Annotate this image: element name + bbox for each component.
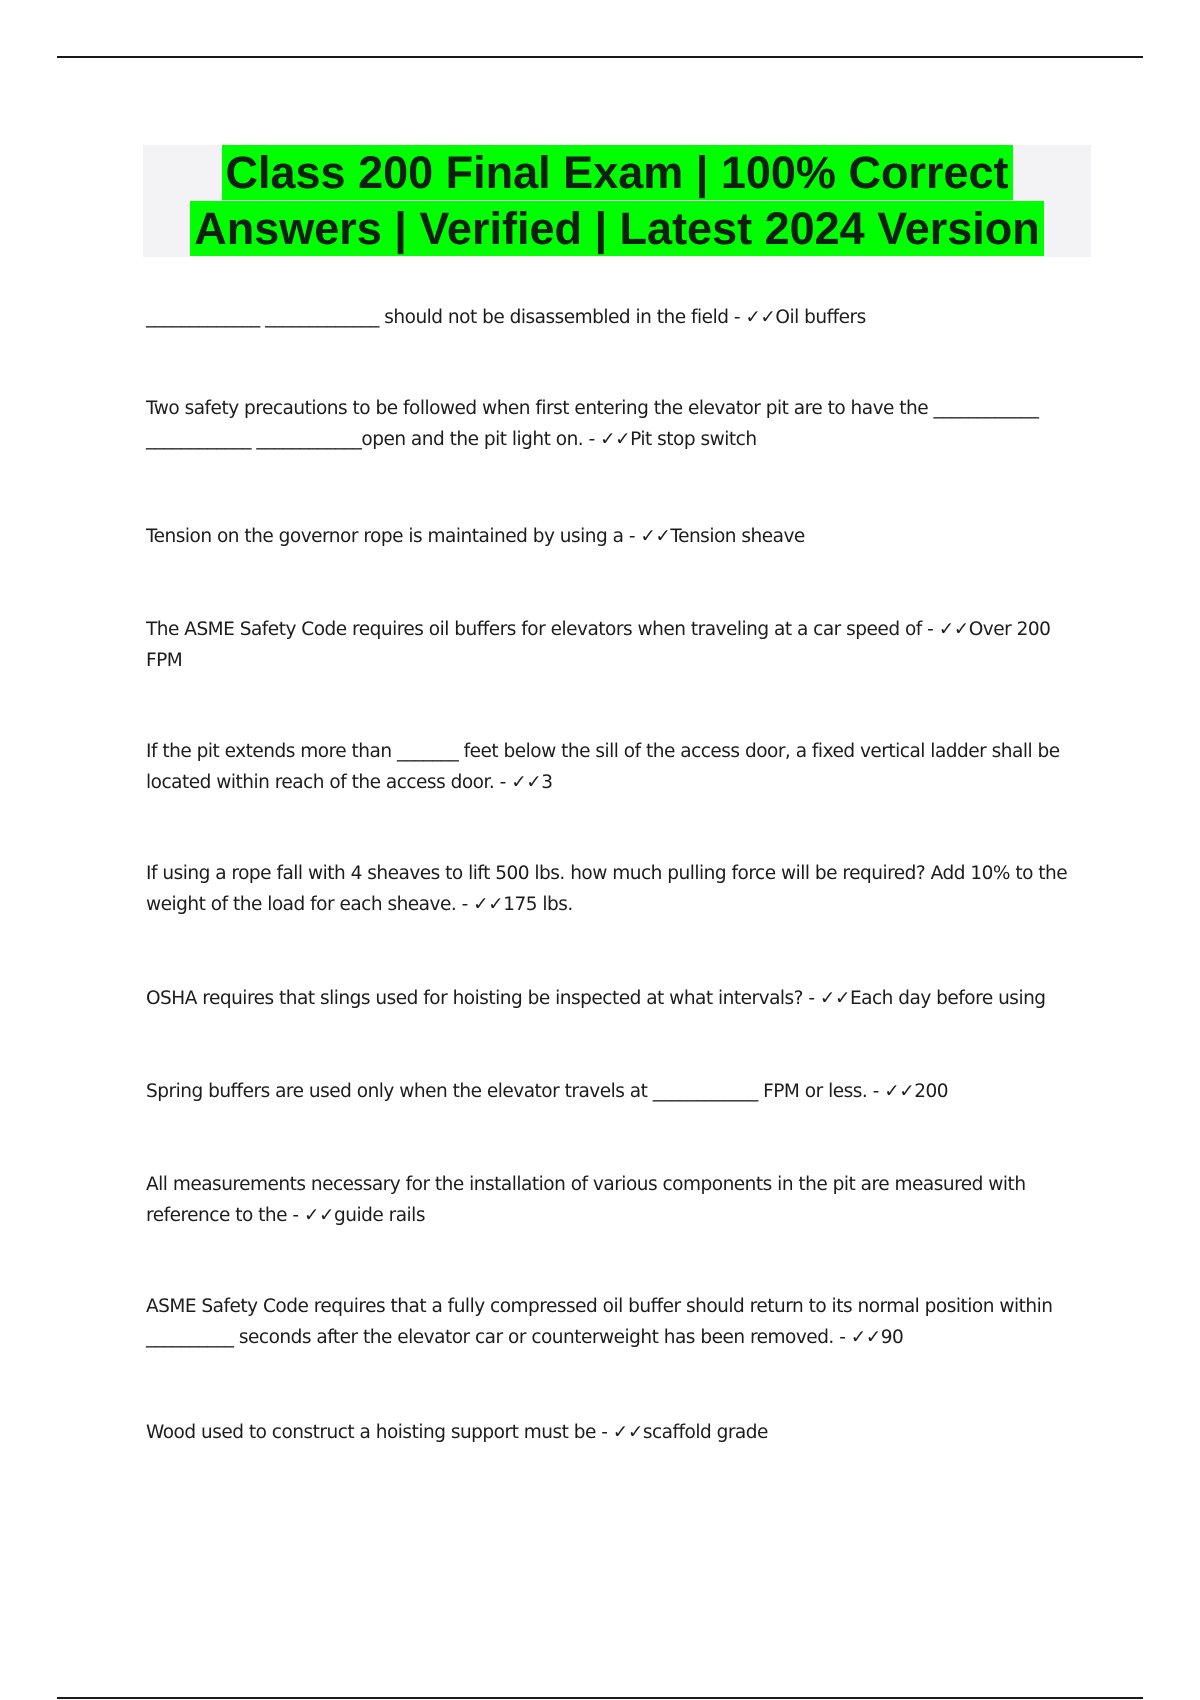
qa-item-11	[146, 1417, 1086, 1448]
question-text: If using a rope fall with 4 sheaves to lift 500 lbs. how much pulling force will be required? Add 10% to the weight of the load for each sheave.	[146, 863, 1068, 915]
answer-text: guide rails	[333, 1205, 425, 1226]
answer-separator: - ✓✓	[583, 429, 631, 450]
answer-separator: - ✓✓	[494, 772, 542, 793]
question-text: Wood used to construct a hoisting support must be	[146, 1422, 596, 1443]
qa-item-1	[146, 302, 1086, 333]
question-text: If the pit extends more than _______ feet below the sill of the access door, a fixed vertical ladder shall be located within reach of the access door.	[146, 741, 1060, 793]
qa-item-3	[146, 521, 1086, 552]
answer-text: Oil buffers	[775, 307, 866, 328]
question-text: ASME Safety Code requires that a fully compressed oil buffer should return to its normal position within __________ seconds after the elevator car or counterweight has been removed.	[146, 1296, 1053, 1348]
answer-separator: - ✓✓	[728, 307, 776, 328]
answer-separator: - ✓✓	[803, 988, 850, 1009]
answer-text: Over 200 FPM	[146, 619, 1051, 671]
answer-separator: - ✓✓	[833, 1327, 881, 1348]
qa-item-9	[146, 1169, 1086, 1231]
question-text: All measurements necessary for the installation of various components in the pit are measured with reference to the	[146, 1174, 1026, 1226]
question-text: Spring buffers are used only when the elevator travels at ____________ FPM or less.	[146, 1081, 868, 1102]
answer-text: Pit stop switch	[630, 429, 757, 450]
answer-separator: - ✓✓	[921, 619, 969, 640]
qa-item-6	[146, 858, 1086, 920]
qa-item-4	[146, 614, 1086, 676]
answer-text: Tension sheave	[670, 526, 805, 547]
qa-item-5	[146, 736, 1086, 798]
question-text: Tension on the governor rope is maintained by using a	[146, 526, 624, 547]
question-text: _____________ _____________ should not be disassembled in the field	[146, 307, 729, 328]
answer-text: 200	[914, 1081, 949, 1102]
answer-text: 90	[880, 1327, 904, 1348]
qa-item-7	[146, 983, 1086, 1014]
answer-text: 175 lbs.	[503, 894, 573, 915]
answer-text: Each day before using	[849, 988, 1046, 1009]
answer-text: 3	[541, 772, 553, 793]
bottom-rule	[57, 1697, 1143, 1699]
answer-separator: - ✓✓	[456, 894, 504, 915]
top-rule	[57, 56, 1143, 58]
answer-separator: - ✓✓	[867, 1081, 915, 1102]
question-text: Two safety precautions to be followed when first entering the elevator pit are to have the ____________ ____________ ____________open and the pit light on.	[146, 398, 1039, 450]
page-title-line-1: Class 200 Final Exam | 100% Correct	[222, 145, 1013, 200]
question-text: OSHA requires that slings used for hoisting be inspected at what intervals?	[146, 988, 803, 1009]
answer-separator: - ✓✓	[595, 1422, 643, 1443]
qa-item-2	[146, 393, 1086, 455]
answer-separator: - ✓✓	[287, 1205, 334, 1226]
answer-text: scaffold grade	[642, 1422, 768, 1443]
answer-separator: - ✓✓	[623, 526, 671, 547]
qa-item-8	[146, 1076, 1086, 1107]
page-title-line-2: Answers | Verified | Latest 2024 Version	[190, 201, 1044, 256]
question-text: The ASME Safety Code requires oil buffers for elevators when traveling at a car speed of	[146, 619, 922, 640]
title-block	[143, 145, 1091, 257]
qa-item-10	[146, 1291, 1086, 1353]
